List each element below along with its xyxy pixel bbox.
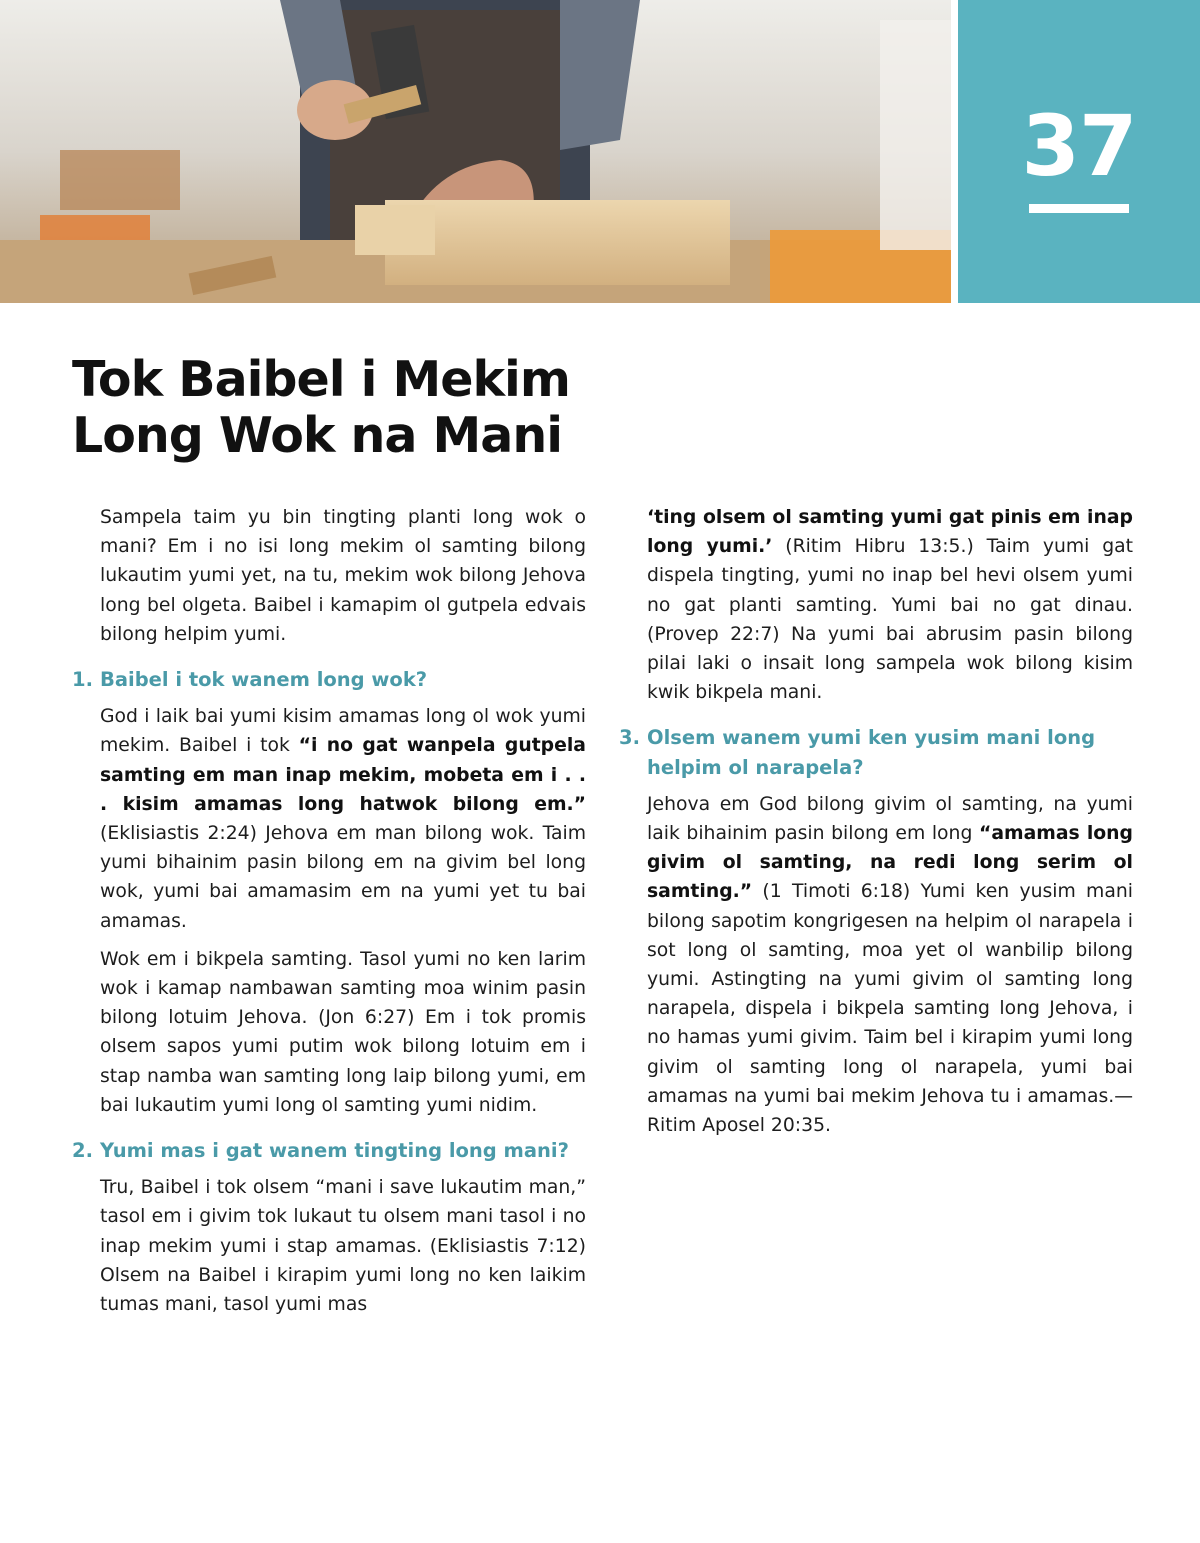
q1-paragraph-2: Wok em i bikpela samting. Tasol yumi no ken larim wok i kamap nambawan samting moa winim pasin bilong lotuim Jehova. (Jon 6:27) Em i tok promis olsem sapos yumi putim wok bilong lotuim em i stap namba wan samting long laip bilong yumi, em bai lukautim yumi long ol samting yumi nidim. <box>100 948 586 1116</box>
q2-p1-text-c: (Ritim Hibru 13:5.) Taim yumi gat dispela tingting, yumi no inap bel hevi olsem yumi no gat planti samting. Yumi bai no gat dinau. (Provep 22:7) Na yumi bai abrusim pasin bilong pilai laki o insait long sampela wok bilong kisim kwik bikpela mani. <box>647 536 1133 704</box>
q1-p1-text-c: (Eklisiastis 2:24) Jehova em man bilong wok. Taim yumi bihainim pasin bilong em na givim bel long wok, yumi bai amamasim em na yumi yet tu bai amamas. <box>100 823 586 932</box>
question-3-text: Olsem wanem yumi ken yusim mani long helpim ol narapela? <box>647 726 1096 779</box>
lesson-number: 37 <box>1021 97 1137 195</box>
intro-paragraph: Sampela taim yu bin tingting planti long wok o mani? Em i no isi long mekim ol samting bilong lukautim yumi yet, na tu, mekim wok bilong Jehova long bel olgeta. Baibel i kamapim ol gutpela edvais bilong helpim yumi. <box>100 507 586 645</box>
question-2-number: 2. <box>72 1139 93 1163</box>
q1-p1-text-a: God i laik bai yumi kisim amamas long ol wok yumi mekim. Baibel i tok <box>100 706 586 757</box>
title-line-1: Tok Baibel i Mekim <box>72 351 570 408</box>
question-2-text: Yumi mas i gat wanem tingting long mani? <box>100 1139 569 1163</box>
q3-paragraph-1 <box>647 790 1133 1140</box>
q3-p1-text-a: Jehova em God bilong givim ol samting, na yumi laik bihainim pasin bilong em long <box>647 793 1133 845</box>
q3-p1-bold-quote: “amamas long givim ol samting, na redi long serim ol samting.” <box>647 823 1133 903</box>
q2-p1-bold-quote: ‘ting olsem ol samting yumi gat pinis em inap long yumi.’ <box>647 507 1133 558</box>
right-column <box>619 503 1133 1149</box>
q2-paragraph-1-continued <box>647 503 1133 707</box>
carpenter-hammer-icon <box>0 0 951 303</box>
q2-paragraph-1 <box>100 1173 586 1319</box>
q2-p1-text-a: Tru, Baibel i tok olsem “mani i save lukautim man,” tasol em i givim tok lukaut tu olsem mani tasol i no inap mekim yumi i stap amamas. (Eklisiastis 7:12) Olsem na Baibel i kirapim yumi long no ken laikim tumas mani, tasol yumi mas <box>100 1177 586 1316</box>
q1-paragraph-1 <box>100 702 586 936</box>
question-1 <box>72 665 586 694</box>
question-3-number: 3. <box>619 726 640 750</box>
lesson-number-panel <box>958 0 1200 303</box>
lesson-number-underline <box>1029 204 1129 213</box>
question-1-text: Baibel i tok wanem long wok? <box>100 668 428 692</box>
question-1-number: 1. <box>72 668 93 692</box>
question-3 <box>619 723 1133 781</box>
question-2 <box>72 1136 586 1165</box>
hero-photo <box>0 0 951 303</box>
left-column <box>72 503 586 1328</box>
q1-p1-bold-quote: “i no gat wanpela gutpela samting em man inap mekim, mobeta em i . . . kisim amamas long hatwok bilong em.” <box>100 735 586 815</box>
page-title <box>72 352 592 464</box>
title-line-2: Long Wok na Mani <box>72 407 563 464</box>
q3-p1-text-c: (1 Timoti 6:18) Yumi ken yusim mani bilong sapotim kongrigesen na helpim ol narapela i sot long ol samting, moa yet ol wanbilip bilong yumi. Astingting na yumi givim ol samting long narapela, dispela i bikpela samting long Jehova, i no hamas yumi givim. Taim bel i kirapim yumi long givim ol samting long ol narapela, yumi bai amamas na yumi bai mekim Jehova tu i amamas.—Ritim Aposel 20:35. <box>647 881 1133 1137</box>
